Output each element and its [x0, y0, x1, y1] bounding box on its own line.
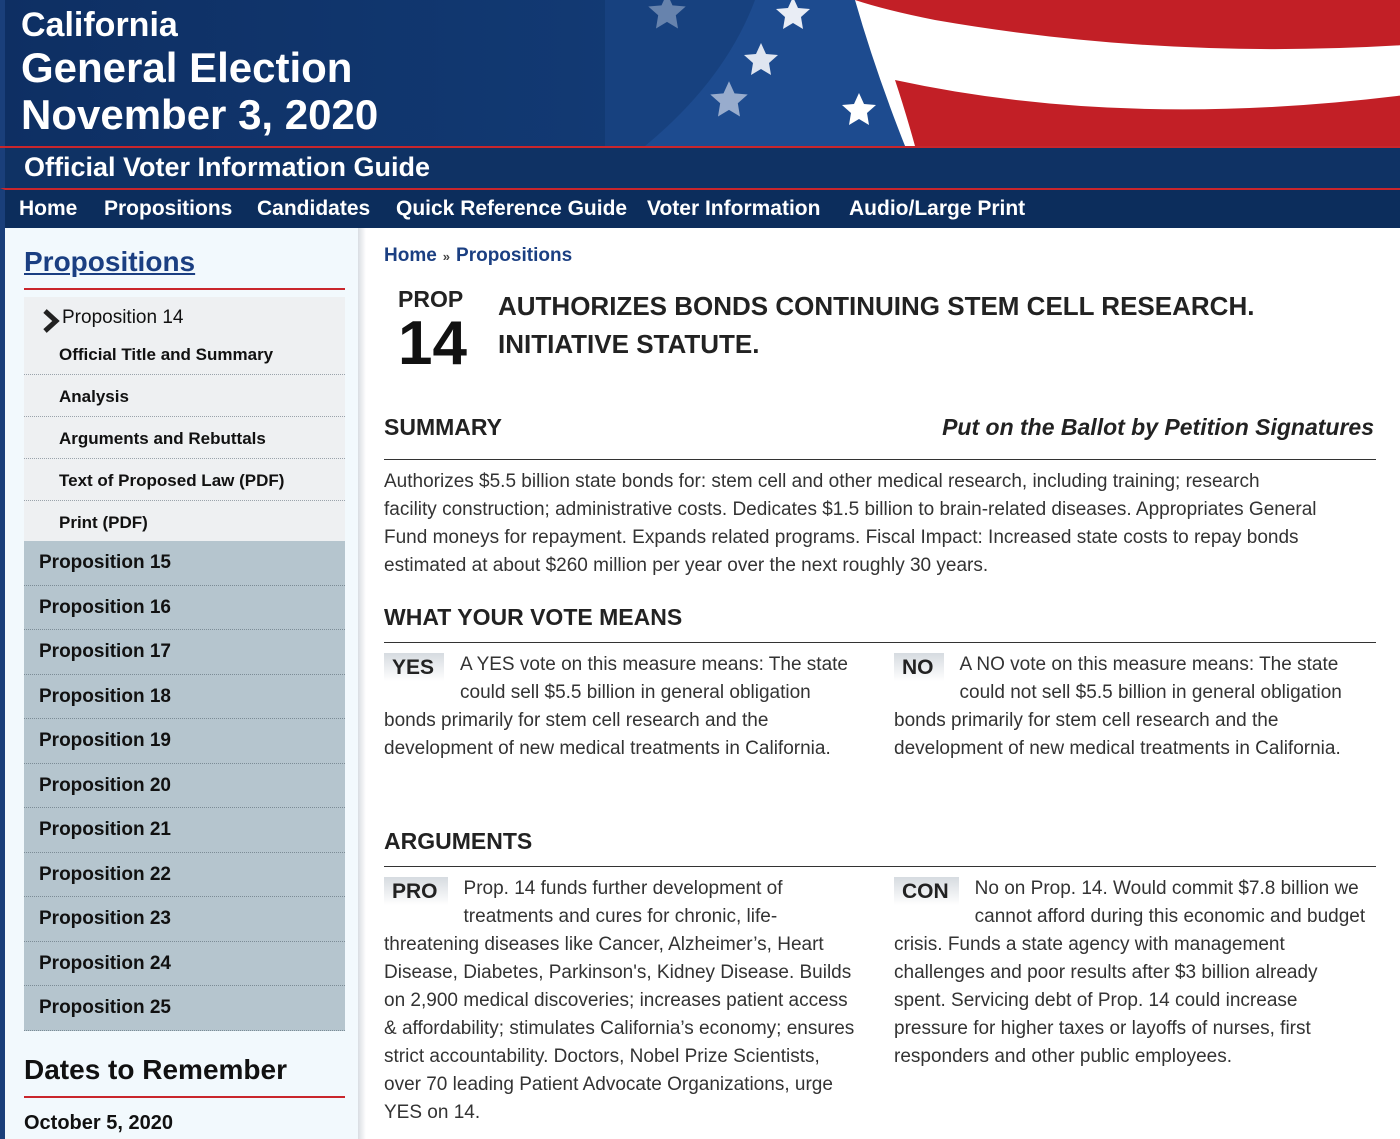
sidebar-item-proposition-25[interactable] — [24, 986, 345, 1031]
summary-heading: SUMMARY — [384, 414, 502, 440]
sub-item-label: Analysis — [59, 387, 129, 406]
banner-title — [21, 6, 378, 138]
arguments-heading: ARGUMENTS — [384, 828, 533, 854]
sidebar-item-proposition-19[interactable] — [24, 719, 345, 764]
flag-graphic — [605, 0, 1400, 146]
sidebar-item-proposition-17[interactable] — [24, 630, 345, 675]
sidebar-sub-text-of-law[interactable] — [24, 459, 345, 501]
sidebar-item-label: Proposition 20 — [39, 774, 171, 796]
vote-rule — [384, 642, 1376, 643]
sub-item-label: Print (PDF) — [59, 513, 148, 532]
dates-rule — [24, 1096, 345, 1098]
sidebar-proposition-list — [24, 541, 345, 1031]
page-title — [498, 288, 1358, 363]
summary-line: estimated at about $260 million per year over the next roughly 30 years. — [384, 555, 989, 576]
summary-line: Fund moneys for repayment. Expands related programs. Fiscal Impact: Increased state costs to repay bonds — [384, 527, 1299, 548]
guide-title-bar — [0, 148, 1400, 188]
yes-vote-text: A YES vote on this measure means: The state could sell $5.5 billion in general obligation bonds primarily for stem cell research and the development of new medical treatments in California. — [384, 654, 848, 759]
prop-number: 14 — [398, 309, 467, 378]
sidebar-item-proposition-21[interactable] — [24, 808, 345, 853]
con-badge: CON — [894, 877, 959, 905]
yes-badge: YES — [384, 653, 444, 681]
sidebar-sub-arguments[interactable] — [24, 417, 345, 459]
nav-propositions[interactable]: Propositions — [104, 197, 233, 220]
sidebar-item-proposition-15[interactable] — [24, 541, 345, 586]
dates-heading: Dates to Remember — [24, 1054, 287, 1085]
banner-line-election: General Election — [21, 44, 353, 92]
sidebar-item-label: Proposition 16 — [39, 596, 171, 618]
con-argument-block — [894, 875, 1366, 1071]
summary-rule — [384, 459, 1376, 460]
star-icon — [839, 90, 879, 130]
sidebar-item-proposition-22[interactable] — [24, 853, 345, 898]
sidebar-sub-analysis[interactable] — [24, 375, 345, 417]
sidebar-item-proposition-23[interactable] — [24, 897, 345, 942]
nav-voter-information[interactable]: Voter Information — [647, 197, 821, 220]
date-entry: October 5, 2020 — [24, 1112, 173, 1134]
sidebar-shadow — [358, 228, 366, 1139]
sub-item-label: Arguments and Rebuttals — [59, 429, 266, 448]
sidebar-item-label: Proposition 22 — [39, 863, 171, 885]
sidebar-item-label: Proposition 17 — [39, 641, 171, 662]
banner-line-date: November 3, 2020 — [21, 91, 379, 139]
sidebar-item-label: Proposition 25 — [39, 997, 171, 1018]
sidebar-item-label: Proposition 24 — [39, 952, 171, 974]
prop-label: PROP — [398, 286, 464, 312]
star-icon — [707, 78, 751, 122]
summary-text — [384, 468, 1384, 580]
banner-line-state: California — [21, 6, 178, 44]
breadcrumb — [384, 245, 572, 267]
sidebar-item-label: Proposition 19 — [39, 730, 171, 751]
yes-vote-block — [384, 651, 856, 763]
no-vote-text: A NO vote on this measure means: The state could not sell $5.5 billion in general obligation bonds primarily for stem cell research and the development of new medical treatments in California. — [894, 654, 1342, 759]
breadcrumb-home[interactable]: Home — [384, 245, 437, 266]
sidebar-item-label: Proposition 15 — [39, 552, 171, 573]
nav-home[interactable]: Home — [19, 197, 78, 220]
main-content — [384, 228, 1376, 1139]
guide-title: Official Voter Information Guide — [24, 152, 431, 182]
sidebar-heading-propositions[interactable]: Propositions — [24, 246, 196, 277]
ballot-note: Put on the Ballot by Petition Signatures — [942, 414, 1374, 440]
arguments-rule — [384, 866, 1376, 867]
breadcrumb-separator: » — [442, 249, 451, 264]
sidebar-item-label: Proposition 23 — [39, 908, 171, 929]
sub-item-label: Official Title and Summary — [59, 345, 274, 364]
star-icon — [645, 0, 689, 34]
main-nav — [0, 188, 1400, 228]
page-title-line: AUTHORIZES BONDS CONTINUING STEM CELL RESEARCH. — [498, 291, 1255, 321]
breadcrumb-propositions[interactable]: Propositions — [456, 245, 573, 266]
no-vote-block — [894, 651, 1366, 763]
sidebar-item-proposition-24[interactable] — [24, 942, 345, 987]
pro-argument-block — [384, 875, 856, 1127]
star-icon — [741, 40, 781, 80]
page-title-line: INITIATIVE STATUTE. — [498, 328, 760, 359]
current-proposition-label: Proposition 14 — [62, 307, 184, 328]
sidebar-item-proposition-16[interactable] — [24, 586, 345, 631]
sidebar — [0, 228, 362, 1139]
sidebar-rule — [24, 288, 345, 290]
sidebar-item-label: Proposition 18 — [39, 685, 171, 707]
nav-candidates[interactable]: Candidates — [257, 197, 371, 220]
nav-audio-large-print[interactable]: Audio/Large Print — [849, 197, 1026, 220]
banner — [0, 0, 1400, 146]
pro-argument-text: Prop. 14 funds further development of treatments and cures for chronic, life-threatening diseases like Cancer, Alzheimer’s, Heart Disease, Diabetes, Parkinson's, Kidney Disease. Builds on 2,900 medical discoveries; increases patient access & affordability; stimulates California’s economy; ensures strict accountability. Doctors, Nobel Prize Scientists, over 70 leading Patient Advocate Organizations, urge YES on 14. — [384, 878, 855, 1123]
nav-quick-reference-guide[interactable]: Quick Reference Guide — [396, 197, 628, 220]
chevron-right-icon — [42, 309, 60, 333]
no-badge: NO — [894, 653, 944, 681]
sidebar-sub-official-title[interactable] — [24, 333, 345, 375]
con-argument-text: No on Prop. 14. Would commit $7.8 billion we cannot afford during this economic and budget crisis. Funds a state agency with management challenges and poor results after $3 billion already spent. Servicing debt of Prop. 14 could increase pressure for higher taxes or layoffs of nurses, first responders and other public employees. — [894, 878, 1366, 1067]
sidebar-current-proposition — [24, 297, 345, 541]
sidebar-item-proposition-18[interactable] — [24, 675, 345, 720]
sidebar-item-label: Proposition 21 — [39, 819, 171, 840]
vote-heading: WHAT YOUR VOTE MEANS — [384, 604, 683, 630]
sidebar-item-proposition-20[interactable] — [24, 764, 345, 809]
pro-badge: PRO — [384, 877, 448, 905]
sidebar-sub-print[interactable] — [24, 501, 345, 543]
star-icon — [773, 0, 813, 34]
summary-line: facility construction; administrative costs. Dedicates $1.5 billion to brain-related diseases. Appropriates General — [384, 499, 1317, 520]
sub-item-label: Text of Proposed Law (PDF) — [59, 471, 285, 490]
summary-line: Authorizes $5.5 billion state bonds for: stem cell and other medical research, including training; research — [384, 471, 1260, 492]
